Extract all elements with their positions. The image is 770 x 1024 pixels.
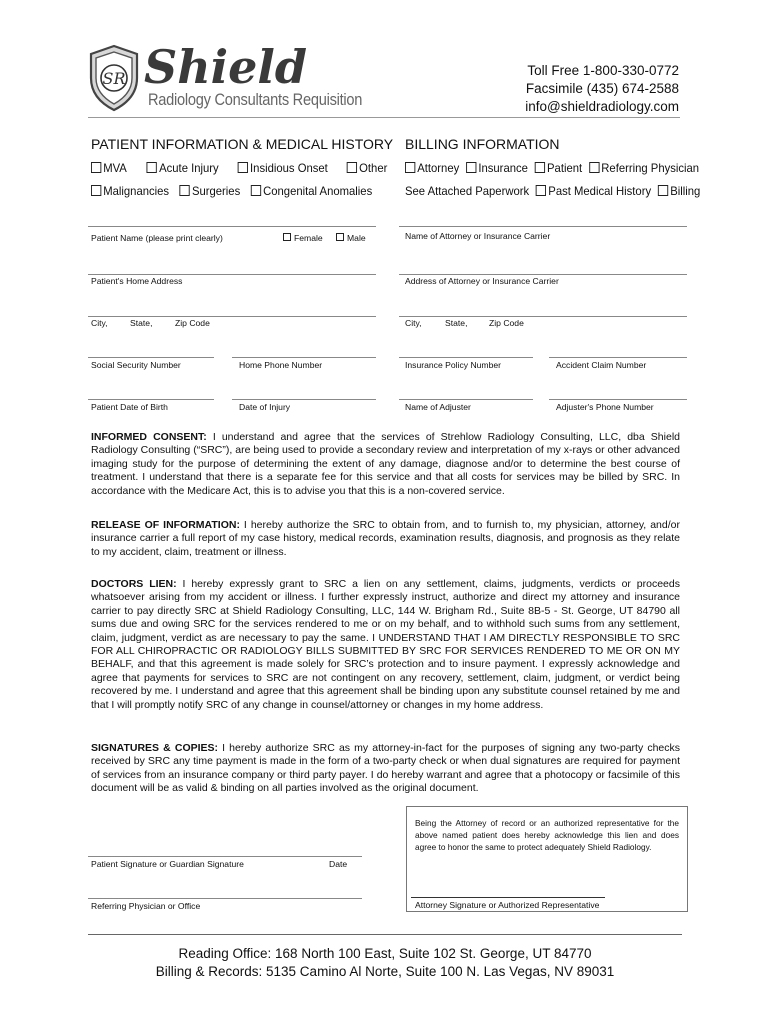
billing-city-line[interactable] (399, 316, 687, 317)
checkbox[interactable] (251, 185, 261, 196)
option-congenital-anomalies[interactable]: Congenital Anomalies (251, 183, 372, 199)
attorney-address-label: Address of Attorney or Insurance Carrier (405, 276, 559, 286)
checkbox[interactable] (658, 185, 668, 196)
brand-name: Shield (144, 40, 308, 94)
option-mva[interactable]: MVA (91, 160, 127, 176)
patient-history-row2 (91, 183, 382, 199)
policy-label: Insurance Policy Number (405, 360, 502, 370)
patient-signature-label: Patient Signature or Guardian Signature (91, 859, 244, 869)
release-heading: RELEASE OF INFORMATION: (91, 519, 240, 531)
checkbox[interactable] (589, 162, 599, 173)
patient-name-line[interactable] (88, 226, 376, 227)
billing-office: Billing & Records: 5135 Camino Al Norte, Suite 100 N. Las Vegas, NV 89031 (155, 964, 615, 979)
checkbox[interactable] (466, 162, 476, 173)
attorney-signature-line[interactable] (411, 897, 605, 898)
city-label: City, (91, 318, 108, 328)
option-insidious-onset[interactable]: Insidious Onset (238, 160, 328, 176)
patient-signature-line[interactable] (88, 856, 362, 857)
billing-section-title: BILLING INFORMATION (405, 136, 560, 152)
home-phone-line[interactable] (232, 357, 376, 358)
physician-label: Referring Physician or Office (91, 901, 201, 911)
doctors-lien (91, 578, 680, 712)
sig-body: I hereby authorize SRC as my attorney-in-fact for the purposes of signing any two-party checks received by SRC any time payment is made in the form of a two-party check or when dual signatures are required for payment of services from an insurance company or third party payer. I do hereby warrant and agree that a photocopy or facsimile of this document will be as valid & binding on all parties involved as the original document. (91, 742, 680, 795)
checkbox[interactable] (535, 162, 545, 173)
date-label: Date (329, 859, 348, 869)
checkbox[interactable] (180, 185, 190, 196)
patient-history-row1 (91, 160, 397, 176)
checkbox[interactable] (336, 233, 344, 241)
ssn-label: Social Security Number (91, 360, 181, 370)
state-label: State, (130, 318, 153, 328)
injury-date-label: Date of Injury (239, 402, 291, 412)
city-line[interactable] (88, 316, 376, 317)
checkbox[interactable] (283, 233, 291, 241)
ssn-line[interactable] (88, 357, 214, 358)
email: info@shieldradiology.com (525, 99, 679, 114)
logo (88, 40, 363, 116)
footer-rule (88, 934, 682, 935)
option-billing[interactable]: Billing (658, 183, 700, 199)
contact-block (525, 62, 679, 116)
dob-label: Patient Date of Birth (91, 402, 168, 412)
gender-male[interactable]: Male (336, 233, 366, 244)
header-rule (88, 117, 680, 118)
address-label: Patient's Home Address (91, 276, 183, 286)
checkbox[interactable] (91, 185, 101, 196)
option-surgeries[interactable]: Surgeries (180, 183, 240, 199)
lien-heading: DOCTORS LIEN: (91, 578, 177, 590)
checkbox[interactable] (91, 162, 101, 173)
checkbox[interactable] (536, 185, 546, 196)
see-attached-label: See Attached Paperwork (405, 184, 530, 198)
attorney-address-line[interactable] (399, 274, 687, 275)
billing-row1 (405, 160, 708, 176)
billing-row2 (405, 183, 710, 199)
attorney-name-label: Name of Attorney or Insurance Carrier (405, 231, 551, 241)
adjuster-phone-label: Adjuster's Phone Number (556, 402, 654, 412)
attorney-acknowledgment-box (406, 806, 688, 912)
option-acute-injury[interactable]: Acute Injury (147, 160, 219, 176)
checkbox[interactable] (347, 162, 357, 173)
claim-line[interactable] (549, 357, 687, 358)
address-line[interactable] (88, 274, 376, 275)
option-referring-physician[interactable]: Referring Physician (589, 160, 699, 176)
policy-line[interactable] (399, 357, 533, 358)
option-past-medical-history[interactable]: Past Medical History (536, 183, 651, 199)
attorney-note: Being the Attorney of record or an authorized representative for the above named patient does hereby acknowledge this lien and does agree to honor the same to protect adequately Shield Radiology. (415, 818, 679, 852)
option-patient[interactable]: Patient (535, 160, 582, 176)
adjuster-phone-line[interactable] (549, 399, 687, 400)
checkbox[interactable] (238, 162, 248, 173)
home-phone-label: Home Phone Number (239, 360, 323, 370)
checkbox[interactable] (405, 162, 415, 173)
option-other[interactable]: Other (347, 160, 387, 176)
zip-label: Zip Code (175, 318, 210, 328)
svg-text:SR: SR (102, 69, 126, 88)
release-body: I hereby authorize the SRC to obtain from, and to furnish to, my physician, attorney, and/or insurance carrier a full report of my case history, medical records, examination results, diagnosis, and prognosis as they relate to my accident, claim, treatment or illness. (91, 519, 680, 558)
claim-label: Accident Claim Number (556, 360, 647, 370)
option-malignancies[interactable]: Malignancies (91, 183, 169, 199)
patient-name-label: Patient Name (please print clearly) (91, 233, 223, 243)
gender-female[interactable]: Female (283, 233, 323, 244)
adjuster-label: Name of Adjuster (405, 402, 471, 412)
consent-heading: INFORMED CONSENT: (91, 431, 207, 443)
injury-date-line[interactable] (232, 399, 376, 400)
billing-zip-label: Zip Code (489, 318, 524, 328)
fax: Facsimile (435) 674-2588 (525, 81, 679, 96)
lien-body: I hereby expressly grant to SRC a lien on any settlement, claims, judgments, verdicts or proceeds whatsoever arising from my accident or illness. I further expressly instruct, authorize and direct my attorney and insurance carrier to pay directly SRC at Shield Radiology Consulting, LLC, 144 W. Brigham Rd., Suite 8B-5 - St. George, UT 84790 all sums due and owing SRC for the services rendered to me or on my behalf, and to withhold such sums from any settlement, claim, judgment, verdict as are necessary to pay the same. I UNDERSTAND THAT I AM DIRECTLY RESPONSIBLE TO SRC FOR ALL CHIROPRACTIC OR RADIOLOGY BILLS SUBMITTED BY SRC FOR SERVICES RENDERED TO ME OR ON MY BEHALF, and that this agreement is made solely for SRC’s protection and to insure payment. I expressly acknowledge and agree that payments for services to SRC are not contingent on any recovery, settlement, claim, judgment, or verdict being recovered by me. I understand and agree that this agreement shall be binding upon any substitute counsel retained by me and that I will promptly notify SRC of any change in counsel/attorney or changes in my home address. (91, 578, 680, 711)
checkbox[interactable] (147, 162, 157, 173)
option-insurance[interactable]: Insurance (466, 160, 528, 176)
attorney-signature-label: Attorney Signature or Authorized Representative (415, 900, 600, 910)
signatures-copies (91, 742, 680, 796)
attorney-name-line[interactable] (399, 226, 687, 227)
adjuster-line[interactable] (399, 399, 533, 400)
physician-line[interactable] (88, 898, 362, 899)
dob-line[interactable] (88, 399, 214, 400)
brand-subtitle: Radiology Consultants Requisition (148, 90, 363, 109)
billing-state-label: State, (445, 318, 468, 328)
release-of-information (91, 519, 680, 559)
consent-body: I understand and agree that the services of Strehlow Radiology Consulting, LLC, dba Shield Radiology Consulting (“SRC”), are being used to provide a secondary review and interpretation of my x-rays or other advanced imaging study for the purpose of determining the extent of any damage, diagnose and/or to determine the best course of treatment. I understand that there is a separate fee for this service and that all costs for services may be billed by SRC. In accordance with the Medicare Act, this is to advise you that this is a non-covered service. (91, 431, 680, 497)
reading-office: Reading Office: 168 North 100 East, Suite 102 St. George, UT 84770 (178, 946, 592, 961)
patient-section-title: PATIENT INFORMATION & MEDICAL HISTORY (91, 136, 394, 152)
billing-city-label: City, (405, 318, 422, 328)
option-attorney[interactable]: Attorney (405, 160, 459, 176)
shield-logo-icon (88, 44, 140, 112)
sig-heading: SIGNATURES & COPIES: (91, 742, 219, 754)
informed-consent (91, 431, 680, 498)
toll-free: Toll Free 1-800-330-0772 (527, 63, 679, 78)
